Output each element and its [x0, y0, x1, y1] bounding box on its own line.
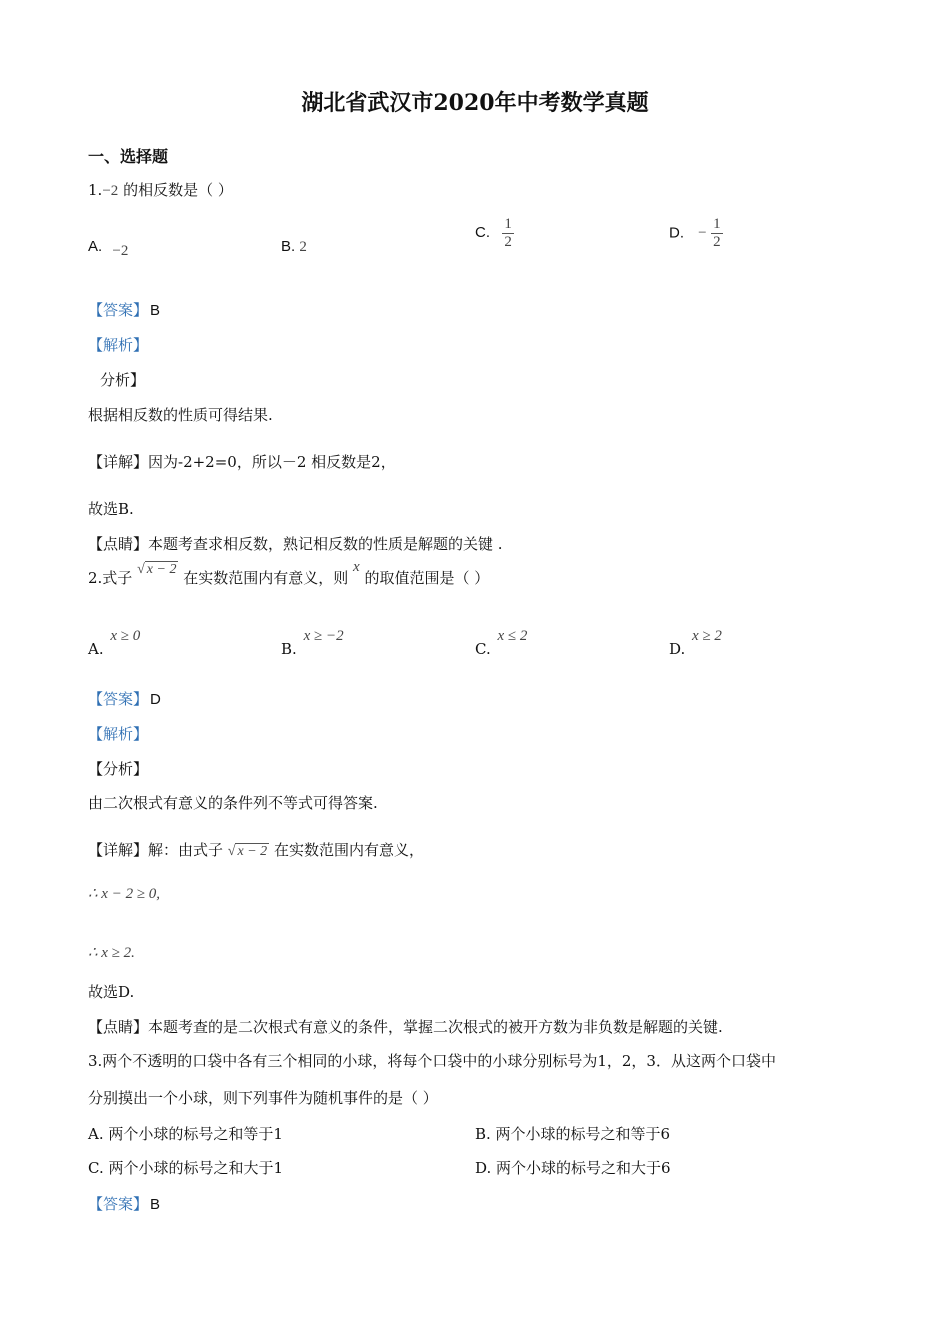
fraction [502, 216, 514, 251]
option-c [475, 216, 514, 251]
numerator: 1 [713, 216, 721, 232]
solution-step-2: ∴ x ≥ 2. [88, 945, 135, 961]
comment-text: 【点睛】本题考查的是二次根式有意义的条件，掌握二次根式的被开方数为非负数是解题的关键. [88, 1018, 723, 1036]
option-c: C. 两个小球的标号之和大于1 [88, 1159, 284, 1177]
conclusion: 故选D. [88, 983, 135, 1001]
variable: x [353, 559, 360, 575]
option-value: x ≥ 0 [110, 628, 141, 644]
option-label: B. [281, 238, 296, 255]
fenxi-text: 根据相反数的性质可得结果. [88, 406, 273, 424]
option-label: D. [669, 224, 684, 242]
detail-suffix: 在实数范围内有意义， [273, 841, 424, 859]
option-b [281, 238, 307, 256]
question-text: 在实数范围内有意义，则 [183, 569, 349, 587]
question-text: 的取值范围是（ ） [364, 569, 490, 587]
fenxi-tag: 【分析】 [88, 760, 149, 778]
fenxi-tag: 分析】 [100, 371, 146, 389]
option-a [88, 238, 129, 259]
option-d [669, 626, 722, 658]
option-label: A. [88, 238, 103, 255]
option-b: B. 两个小球的标号之和等于6 [475, 1125, 671, 1143]
conclusion: 故选B. [88, 500, 134, 518]
sqrt-expression: √ x − 2 [227, 844, 268, 859]
answer-tag: 【答案】 [88, 302, 149, 319]
option-value: −2 [112, 243, 129, 259]
option-value: x ≥ −2 [303, 628, 344, 644]
analysis-tag: 【解析】 [88, 337, 149, 354]
answer-value: D [150, 691, 161, 708]
answer-line [88, 1193, 160, 1214]
fenxi-text: 由二次根式有意义的条件列不等式可得答案. [88, 794, 378, 812]
radicand: x − 2 [146, 562, 177, 577]
answer-value: B [150, 1196, 161, 1213]
answer-value: B [150, 302, 161, 319]
option-label: A. [88, 640, 104, 658]
detail-text [88, 839, 424, 860]
analysis-tag: 【解析】 [88, 726, 149, 743]
option-label: C. [475, 640, 491, 658]
option-d: D. 两个小球的标号之和大于6 [475, 1159, 671, 1177]
option-label: C. [475, 224, 490, 242]
option-value: 2 [299, 239, 307, 255]
sqrt-expression: √ x − 2 [137, 562, 177, 577]
question-text: 2.式子 [88, 569, 133, 587]
answer-line [88, 299, 160, 320]
radicand: x − 2 [237, 844, 268, 859]
option-c [475, 626, 528, 658]
question-text: 的相反数是（ ） [123, 181, 233, 199]
minus-sign: − [698, 225, 707, 242]
question-3-stem-line1: 3.两个不透明的口袋中各有三个相同的小球，将每个口袋中的小球分别标号为1，2，3．从这两个口袋中 [88, 1052, 776, 1070]
detail-text: 【详解】因为-2+2=0，所以－2 相反数是2， [88, 453, 396, 471]
math-expression: −2 [102, 183, 119, 199]
option-label: B. [281, 640, 297, 658]
fraction [711, 216, 723, 251]
option-label: D. [669, 640, 686, 658]
section-heading: 一、选择题 [88, 147, 169, 166]
option-value: x ≤ 2 [497, 628, 528, 644]
option-d [669, 216, 723, 251]
detail-prefix: 【详解】解：由式子 [88, 841, 224, 859]
numerator: 1 [504, 216, 512, 232]
option-value: x ≥ 2 [692, 628, 722, 644]
question-3-stem-line2: 分别摸出一个小球，则下列事件为随机事件的是（ ） [88, 1089, 438, 1107]
denominator: 2 [713, 234, 721, 250]
question-1-stem [88, 179, 233, 200]
answer-tag: 【答案】 [88, 691, 149, 708]
answer-tag: 【答案】 [88, 1196, 149, 1213]
answer-line [88, 688, 161, 709]
question-2-stem [88, 559, 490, 588]
question-number: 1. [88, 181, 103, 199]
option-a: A. 两个小球的标号之和等于1 [88, 1125, 283, 1143]
solution-step-1: ∴ x − 2 ≥ 0, [88, 886, 161, 902]
option-b [281, 626, 344, 658]
page-title: 湖北省武汉市2020年中考数学真题 [301, 90, 649, 116]
comment-text: 【点睛】本题考查求相反数，熟记相反数的性质是解题的关键 . [88, 535, 503, 553]
denominator: 2 [504, 234, 512, 250]
option-a [88, 626, 141, 658]
